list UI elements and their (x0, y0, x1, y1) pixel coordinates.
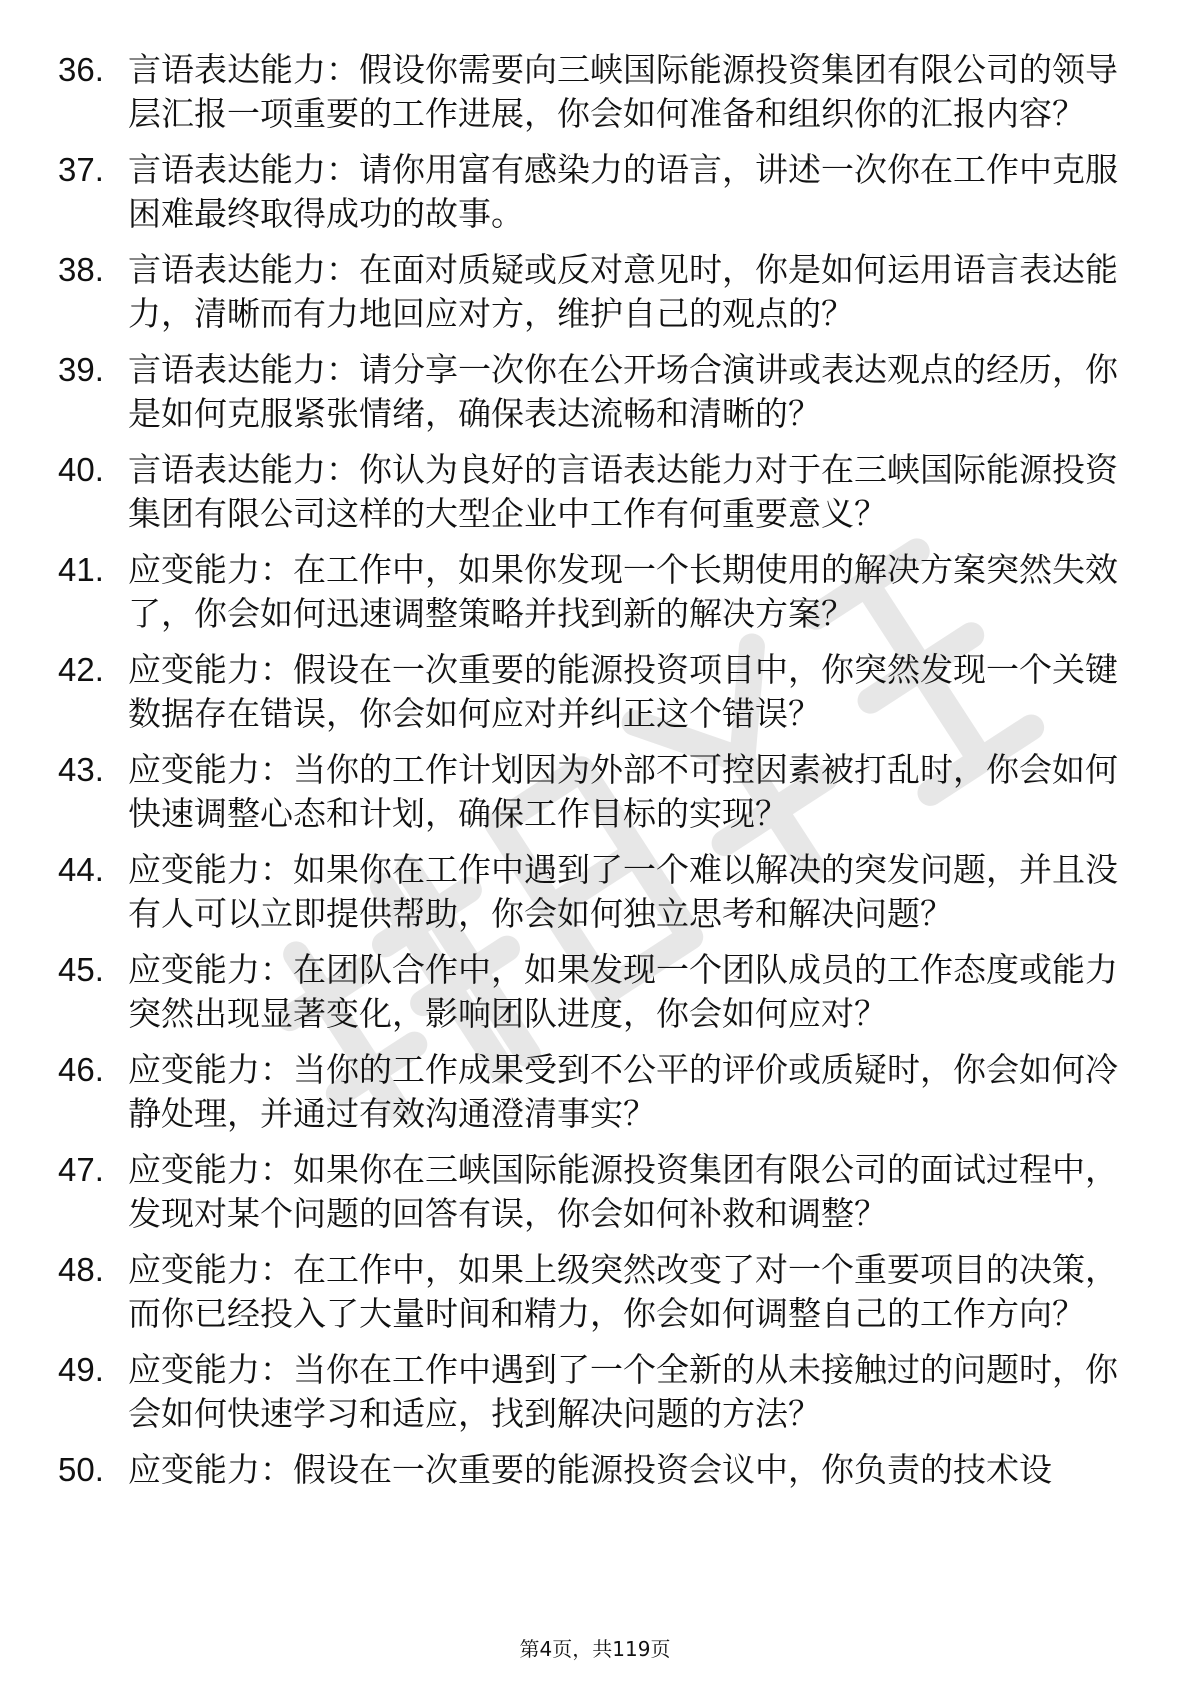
question-item (0, 348, 1190, 436)
question-text: 应变能力：当你的工作成果受到不公平的评价或质疑时，你会如何冷静处理，并通过有效沟通澄清事实？ (128, 1050, 1118, 1133)
page-footer (0, 1636, 1190, 1662)
question-item (0, 148, 1190, 236)
question-item (0, 648, 1190, 736)
question-number: 37. (58, 151, 104, 188)
question-number: 44. (58, 851, 104, 888)
question-number: 39. (58, 351, 104, 388)
question-number: 36. (58, 51, 104, 88)
question-item (0, 848, 1190, 936)
question-text: 应变能力：如果你在三峡国际能源投资集团有限公司的面试过程中，发现对某个问题的回答有误，你会如何补救和调整？ (128, 1150, 1118, 1233)
question-item (0, 1048, 1190, 1136)
question-number: 49. (58, 1351, 104, 1388)
question-text: 应变能力：在工作中，如果你发现一个长期使用的解决方案突然失效了，你会如何迅速调整策略并找到新的解决方案？ (128, 550, 1118, 633)
question-text: 应变能力：假设在一次重要的能源投资会议中，你负责的技术设 (128, 1450, 1052, 1489)
question-item (0, 548, 1190, 636)
page-number-label: 第4页，共119页 (519, 1637, 671, 1661)
question-item (0, 1148, 1190, 1236)
question-item (0, 248, 1190, 336)
question-number: 50. (58, 1451, 104, 1488)
question-number: 46. (58, 1051, 104, 1088)
question-number: 38. (58, 251, 104, 288)
question-item (0, 448, 1190, 536)
question-text: 言语表达能力：在面对质疑或反对意见时，你是如何运用语言表达能力，清晰而有力地回应对方，维护自己的观点的？ (128, 250, 1118, 333)
question-item (0, 748, 1190, 836)
question-text: 应变能力：假设在一次重要的能源投资项目中，你突然发现一个关键数据存在错误，你会如何应对并纠正这个错误？ (128, 650, 1118, 733)
question-text: 言语表达能力：你认为良好的言语表达能力对于在三峡国际能源投资集团有限公司这样的大型企业中工作有何重要意义？ (128, 450, 1118, 533)
question-list (0, 48, 1190, 1504)
question-text: 言语表达能力：请分享一次你在公开场合演讲或表达观点的经历，你是如何克服紧张情绪，确保表达流畅和清晰的？ (128, 350, 1118, 433)
question-text: 言语表达能力：请你用富有感染力的语言，讲述一次你在工作中克服困难最终取得成功的故事。 (128, 150, 1118, 233)
question-text: 应变能力：如果你在工作中遇到了一个难以解决的突发问题，并且没有人可以立即提供帮助，你会如何独立思考和解决问题？ (128, 850, 1118, 933)
question-text: 应变能力：在工作中，如果上级突然改变了对一个重要项目的决策，而你已经投入了大量时间和精力，你会如何调整自己的工作方向？ (128, 1250, 1118, 1333)
question-item (0, 948, 1190, 1036)
question-text: 应变能力：当你的工作计划因为外部不可控因素被打乱时，你会如何快速调整心态和计划，确保工作目标的实现？ (128, 750, 1118, 833)
question-number: 41. (58, 551, 104, 588)
question-item (0, 1348, 1190, 1436)
question-number: 42. (58, 651, 104, 688)
question-item (0, 1248, 1190, 1336)
question-item (0, 48, 1190, 136)
question-number: 45. (58, 951, 104, 988)
question-text: 应变能力：当你在工作中遇到了一个全新的从未接触过的问题时，你会如何快速学习和适应，找到解决问题的方法？ (128, 1350, 1118, 1433)
question-number: 43. (58, 751, 104, 788)
question-number: 40. (58, 451, 104, 488)
question-item (0, 1448, 1190, 1492)
question-text: 言语表达能力：假设你需要向三峡国际能源投资集团有限公司的领导层汇报一项重要的工作进展，你会如何准备和组织你的汇报内容？ (128, 50, 1118, 133)
question-text: 应变能力：在团队合作中，如果发现一个团队成员的工作态度或能力突然出现显著变化，影响团队进度，你会如何应对？ (128, 950, 1118, 1033)
question-number: 48. (58, 1251, 104, 1288)
question-number: 47. (58, 1151, 104, 1188)
